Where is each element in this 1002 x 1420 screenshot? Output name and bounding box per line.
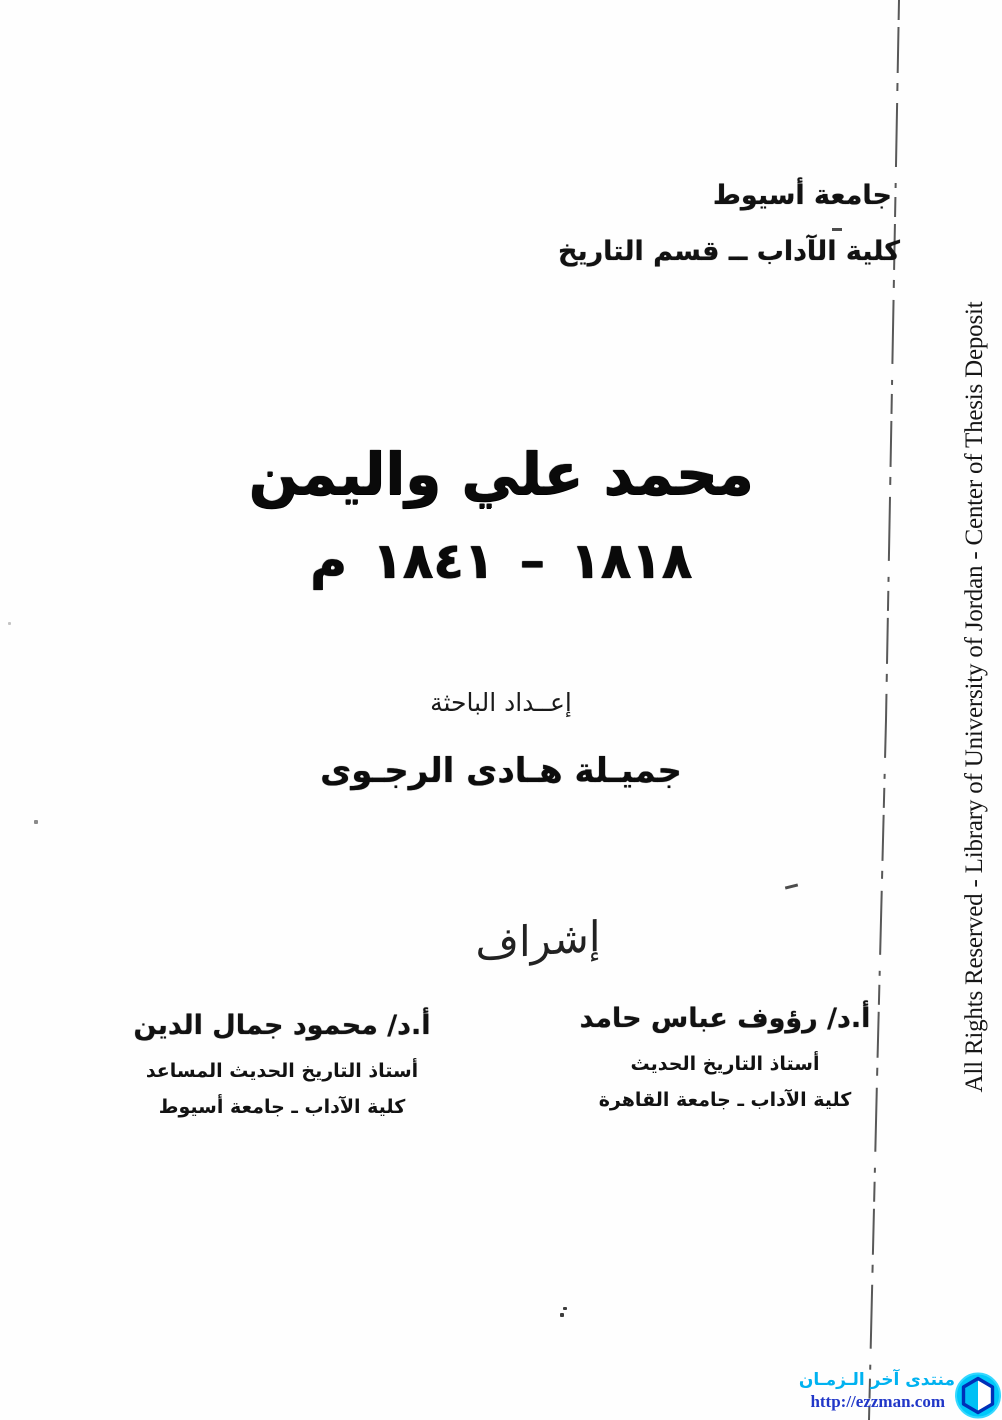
scan-mark-dash: [785, 883, 798, 889]
supervisor-affiliation: كلية الآداب ـ جامعة أسيوط: [158, 1096, 406, 1118]
forum-site-url[interactable]: http://ezzman.com: [810, 1392, 945, 1411]
forum-hexagon-logo-icon: [955, 1372, 1001, 1419]
scan-speck: [560, 1313, 564, 1317]
supervisor-primary: [565, 998, 885, 1112]
scan-mark-dash: [832, 228, 842, 231]
supervisor-secondary: [122, 1005, 442, 1119]
scan-speck: [8, 622, 11, 625]
supervisor-title: أستاذ التاريخ الحديث: [630, 1053, 820, 1075]
supervisor-name: أ.د/ محمود جمال الدين: [133, 1010, 431, 1041]
supervision-label: إشراف: [475, 911, 601, 970]
thesis-title: محمد علي واليمن: [248, 440, 754, 508]
faculty-department: كلية الآداب ــ قسم التاريخ: [558, 236, 900, 267]
supervisor-affiliation: كلية الآداب ـ جامعة القاهرة: [598, 1089, 852, 1111]
forum-site-name: منتدى آخر الـزمـان: [798, 1370, 955, 1390]
author-name: جميـلة هـادى الرجـوى: [320, 751, 682, 791]
thesis-years: ١٨١٨ – ١٨٤١ م: [309, 532, 693, 590]
scan-speck: [34, 820, 38, 824]
prepared-by-label: إعــداد الباحثة: [430, 688, 572, 717]
university-name: جامعة أسيوط: [712, 180, 892, 211]
scan-speck: [563, 1307, 567, 1310]
supervisor-name: أ.د/ رؤوف عباس حامد: [579, 1003, 871, 1034]
supervisor-title: أستاذ التاريخ الحديث المساعد: [145, 1060, 419, 1082]
rights-reserved-watermark: All Rights Reserved - Library of University of Jordan - Center of Thesis Deposit: [961, 301, 988, 1093]
